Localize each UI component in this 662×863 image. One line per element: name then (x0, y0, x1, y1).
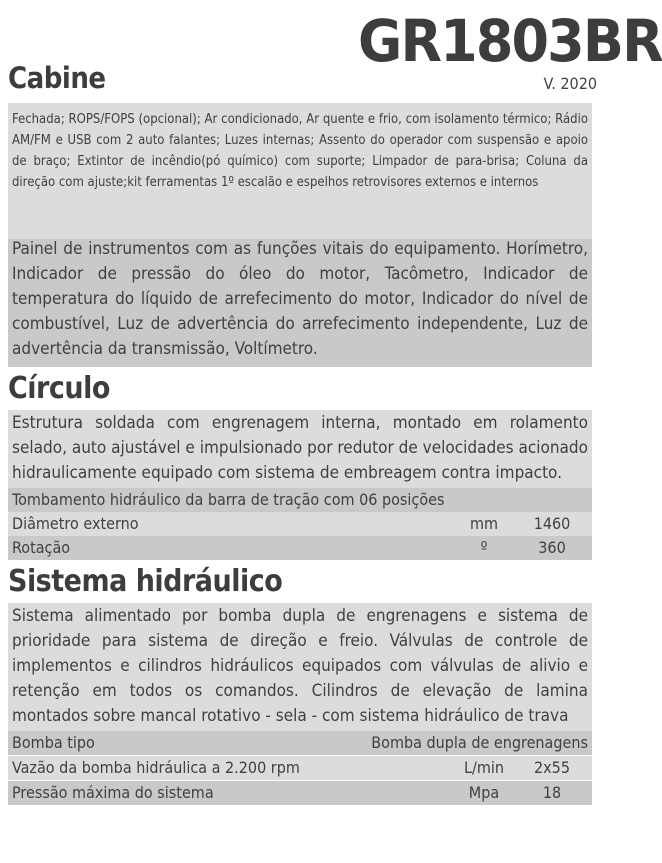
spec-unit: º (480, 538, 488, 557)
spec-value: Bomba dupla de engrenagens (371, 733, 588, 752)
spec-value: 360 (538, 538, 566, 557)
hidraulico-description-box (8, 603, 592, 731)
circulo-tilt-text: Tombamento hidráulico da barra de tração com 06 posições (12, 490, 445, 509)
circulo-row-rotation (8, 536, 592, 560)
spec-label: Pressão máxima do sistema (12, 783, 214, 802)
spec-label: Rotação (12, 538, 71, 557)
model-title: GR1803BR (358, 7, 662, 75)
hidraulico-row-flow (8, 756, 592, 780)
cabine-description: Fechada; ROPS/FOPS (opcional); Ar condicionado, Ar quente e frio, com isolamento térmico; Rádio AM/FM e USB com 2 auto falantes; Luzes internas; Assento do operador com suspensão e apoio de braço; Extintor de incêndio(pó químico) com suporte; Limpador de para-brisa; Coluna da direção com ajuste;kit ferramentas 1º escalão e espelhos retrovisores externos e internos (12, 112, 588, 190)
cabine-panel-box (8, 239, 592, 367)
spec-unit: L/min (463, 758, 504, 777)
spec-value: 2x55 (534, 758, 570, 777)
spec-unit: Mpa (468, 783, 500, 802)
spec-unit: mm (469, 514, 499, 533)
spec-value: 18 (542, 783, 562, 802)
hidraulico-description: Sistema alimentado por bomba dupla de engrenagens e sistema de prioridade para sistema de direção e freio. Válvulas de controle de implementos e cilindros hidráulicos equipados com válvulas de alivio e retenção em todos os comandos. Cilindros de elevação de lamina montados sobre mancal rotativo - sela - com sistema hidráulico de trava (12, 606, 588, 726)
spec-value: 1460 (533, 514, 571, 533)
section-title-cabine: Cabine (8, 61, 106, 95)
section-title-hidraulico: Sistema hidráulico (8, 564, 283, 599)
hidraulico-row-pump-type (8, 731, 592, 755)
circulo-description-box (8, 410, 592, 488)
circulo-row-diameter (8, 512, 592, 536)
spec-label: Vazão da bomba hidráulica a 2.200 rpm (12, 758, 300, 777)
circulo-tilt-row (8, 488, 592, 512)
cabine-description-box (8, 103, 592, 239)
spec-label: Diâmetro externo (12, 514, 139, 533)
spec-label: Bomba tipo (12, 733, 95, 752)
version-label: V. 2020 (543, 74, 597, 93)
circulo-description: Estrutura soldada com engrenagem interna, montado em rolamento selado, auto ajustável e impulsionado por redutor de velocidades acionado hidraulicamente equipado com sistema de embreagem contra impacto. (12, 413, 588, 483)
section-title-circulo: Círculo (8, 371, 110, 406)
cabine-panel-text: Painel de instrumentos com as funções vitais do equipamento. Horímetro, Indicador de pressão do óleo do motor, Tacômetro, Indicador de temperatura do líquido de arrefecimento do motor, Indicador do nível de combustível, Luz de advertência do arrefecimento independente, Luz de advertência da transmissão, Voltímetro. (12, 239, 588, 359)
hidraulico-row-pressure (8, 781, 592, 805)
